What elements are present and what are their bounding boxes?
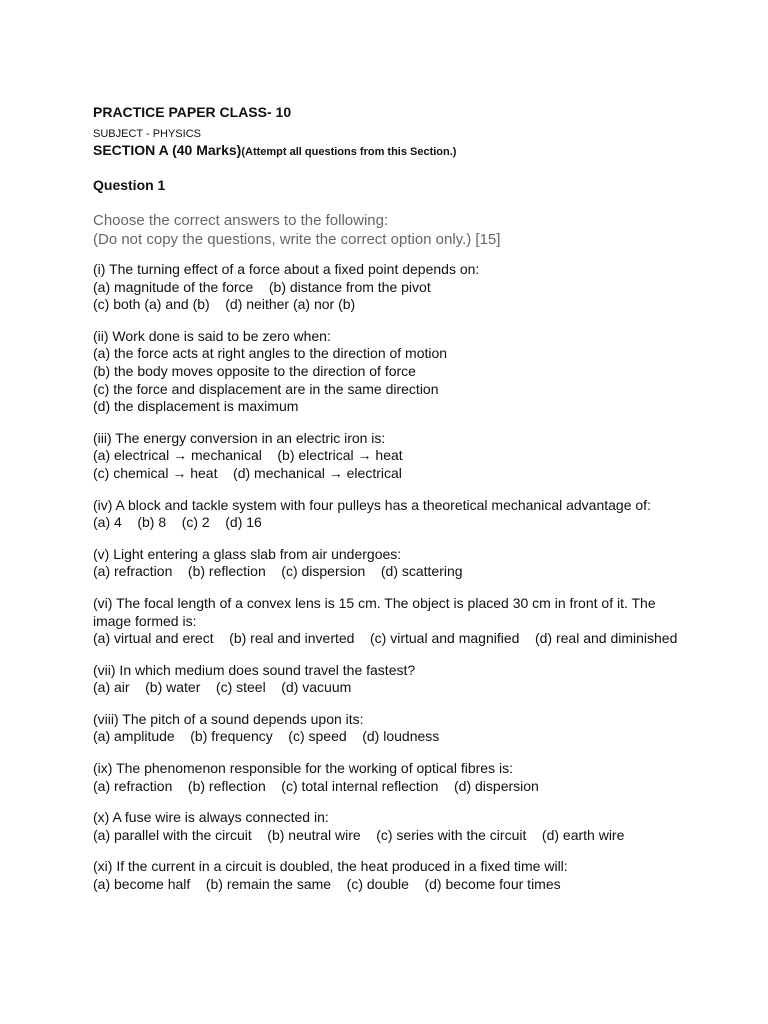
question-instructions bbox=[93, 211, 678, 249]
mcq-options-line: (a) 4 (b) 8 (c) 2 (d) 16 bbox=[93, 514, 262, 531]
mcq-item bbox=[93, 497, 678, 532]
mcq-stem: (iii) The energy conversion in an electric iron is: bbox=[93, 429, 386, 446]
section-label: SECTION A (40 Marks) bbox=[93, 142, 242, 158]
mcq-item bbox=[93, 858, 678, 893]
mcq-item bbox=[93, 711, 678, 746]
mcq-item bbox=[93, 662, 678, 697]
mcq-item bbox=[93, 760, 678, 795]
mcq-options-line: (a) refraction (b) reflection (c) total internal reflection (d) dispersion bbox=[93, 777, 539, 794]
instruction-line: (Do not copy the questions, write the correct option only.) [15] bbox=[93, 231, 501, 248]
question-heading: Question 1 bbox=[93, 177, 166, 193]
mcq-options-line: (a) virtual and erect (b) real and inverted (c) virtual and magnified (d) real and diminished bbox=[93, 630, 678, 647]
mcq-options-line: (c) the force and displacement are in the same direction bbox=[93, 380, 439, 397]
mcq-options-line: (a) electrical → mechanical (b) electrical → heat bbox=[93, 447, 403, 464]
mcq-stem: (ix) The phenomenon responsible for the working of optical fibres is: bbox=[93, 760, 513, 777]
mcq-options-line: (a) air (b) water (c) steel (d) vacuum bbox=[93, 679, 352, 696]
mcq-options-line: (a) magnitude of the force (b) distance from the pivot bbox=[93, 278, 431, 295]
mcq-stem: (iv) A block and tackle system with four pulleys has a theoretical mechanical advantage of: bbox=[93, 496, 651, 513]
paper-title: PRACTICE PAPER CLASS- 10 bbox=[93, 104, 292, 120]
mcq-list bbox=[93, 261, 678, 894]
mcq-item bbox=[93, 430, 678, 483]
mcq-item bbox=[93, 546, 678, 581]
mcq-stem: (ii) Work done is said to be zero when: bbox=[93, 327, 331, 344]
mcq-options-line: (a) become half (b) remain the same (c) double (d) become four times bbox=[93, 876, 561, 893]
mcq-item bbox=[93, 809, 678, 844]
mcq-options-line: (a) the force acts at right angles to the direction of motion bbox=[93, 345, 448, 362]
mcq-stem: (x) A fuse wire is always connected in: bbox=[93, 809, 329, 826]
mcq-options-line: (a) amplitude (b) frequency (c) speed (d) loudness bbox=[93, 728, 440, 745]
mcq-stem: (v) Light entering a glass slab from air undergoes: bbox=[93, 545, 402, 562]
mcq-options-line: (c) both (a) and (b) (d) neither (a) nor (b) bbox=[93, 296, 356, 313]
mcq-options-line: (b) the body moves opposite to the direction of force bbox=[93, 362, 416, 379]
section-heading bbox=[93, 142, 678, 161]
mcq-stem: (vi) The focal length of a convex lens is 15 cm. The object is placed 30 cm in front of it. The image formed is: bbox=[93, 594, 656, 629]
mcq-item bbox=[93, 261, 678, 314]
mcq-options-line: (c) chemical → heat (d) mechanical → electrical bbox=[93, 464, 402, 481]
mcq-item bbox=[93, 328, 678, 416]
section-note: (Attempt all questions from this Section.) bbox=[241, 146, 457, 158]
subject-line: SUBJECT - PHYSICS bbox=[93, 128, 201, 140]
mcq-options-line: (a) refraction (b) reflection (c) dispersion (d) scattering bbox=[93, 563, 463, 580]
mcq-stem: (xi) If the current in a circuit is doubled, the heat produced in a fixed time will: bbox=[93, 858, 568, 875]
instruction-line: Choose the correct answers to the following: bbox=[93, 212, 389, 229]
mcq-item bbox=[93, 595, 678, 648]
mcq-stem: (viii) The pitch of a sound depends upon its: bbox=[93, 710, 364, 727]
mcq-options-line: (d) the displacement is maximum bbox=[93, 398, 299, 415]
mcq-stem: (i) The turning effect of a force about a fixed point depends on: bbox=[93, 261, 480, 277]
mcq-options-line: (a) parallel with the circuit (b) neutral wire (c) series with the circuit (d) earth wire bbox=[93, 826, 625, 843]
mcq-stem: (vii) In which medium does sound travel the fastest? bbox=[93, 661, 416, 678]
